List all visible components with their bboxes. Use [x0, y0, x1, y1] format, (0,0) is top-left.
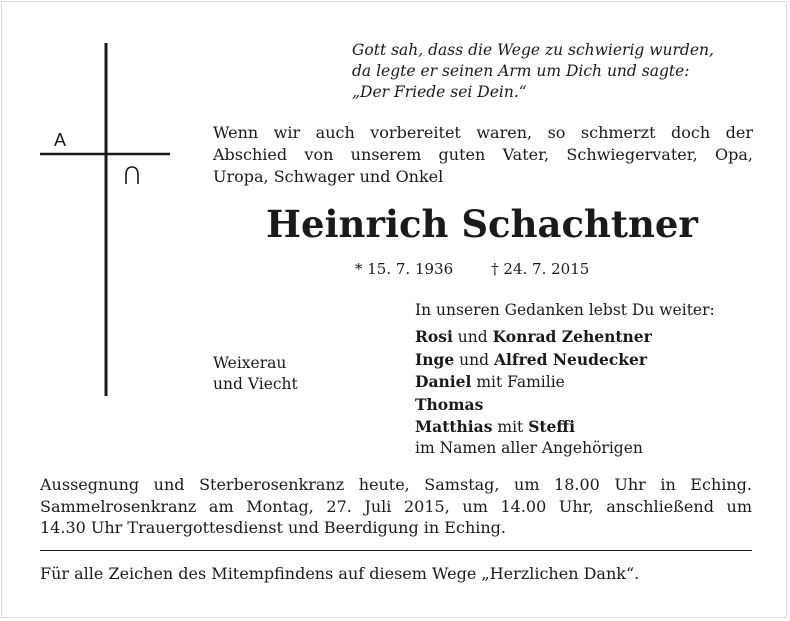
thanks-line: Für alle Zeichen des Mitempfindens auf diesem Wege „Herzlichen Dank“. [40, 564, 640, 583]
quote-line: „Der Friede sei Dein.“ [352, 83, 527, 101]
death-date: † 24. 7. 2015 [491, 260, 590, 278]
deceased-name: Heinrich Schachtner [266, 202, 698, 246]
mourner-connector: und [452, 328, 493, 347]
intro-text [213, 122, 753, 188]
mourner-row [415, 394, 715, 416]
service-info [40, 474, 752, 539]
place-block [213, 353, 298, 395]
mourner-connector: mit Familie [471, 373, 565, 392]
service-line: 14.30 Uhr Trauergottesdienst und Beerdigung in Eching. [40, 518, 506, 537]
mourner-connector: mit [492, 418, 529, 437]
mourner-name: Matthias [415, 417, 493, 437]
life-dates [355, 259, 589, 279]
mourners-closing: im Namen aller Angehörigen [415, 439, 643, 458]
mourner-name: Rosi [415, 327, 453, 347]
mourner-name: Steffi [528, 417, 576, 437]
mourner-name: Thomas [415, 394, 484, 414]
intro-line: Wenn wir auch vorbereitet waren, so schmerzt doch der [213, 123, 753, 142]
mourner-name: Alfred Neudecker [493, 349, 648, 369]
quote-line: Gott sah, dass die Wege zu schwierig wurden, [352, 41, 714, 59]
mourner-row [415, 371, 715, 393]
divider [40, 550, 752, 551]
quote-block [352, 40, 772, 103]
intro-line: Uropa, Schwager und Onkel [213, 167, 444, 186]
place-line: Weixerau [213, 354, 287, 372]
mourner-row [415, 326, 715, 348]
cross-icon [0, 0, 200, 410]
mourner-row [415, 416, 715, 438]
mourner-name: Inge [415, 349, 455, 369]
intro-line: Abschied von unserem guten Vater, Schwiegervater, Opa, [213, 145, 753, 164]
service-line: Sammelrosenkranz am Montag, 27. Juli 2015, um 14.00 Uhr, anschließend um [40, 496, 752, 516]
quote-line: da legte er seinen Arm um Dich und sagte: [352, 62, 690, 80]
mourner-name: Konrad Zehentner [492, 327, 652, 347]
mourner-row [415, 349, 715, 371]
mourner-name: Daniel [415, 372, 472, 392]
mourner-connector: und [454, 350, 494, 369]
place-line: und Viecht [213, 375, 298, 393]
mourners-list [415, 300, 715, 460]
service-line: Aussegnung und Sterberosenkranz heute, Samstag, um 18.00 Uhr in Eching. [40, 475, 752, 494]
birth-date: * 15. 7. 1936 [355, 260, 454, 278]
alpha-symbol: A [54, 130, 67, 150]
mourners-heading: In unseren Gedanken lebst Du weiter: [415, 301, 715, 319]
omega-symbol [126, 167, 138, 184]
